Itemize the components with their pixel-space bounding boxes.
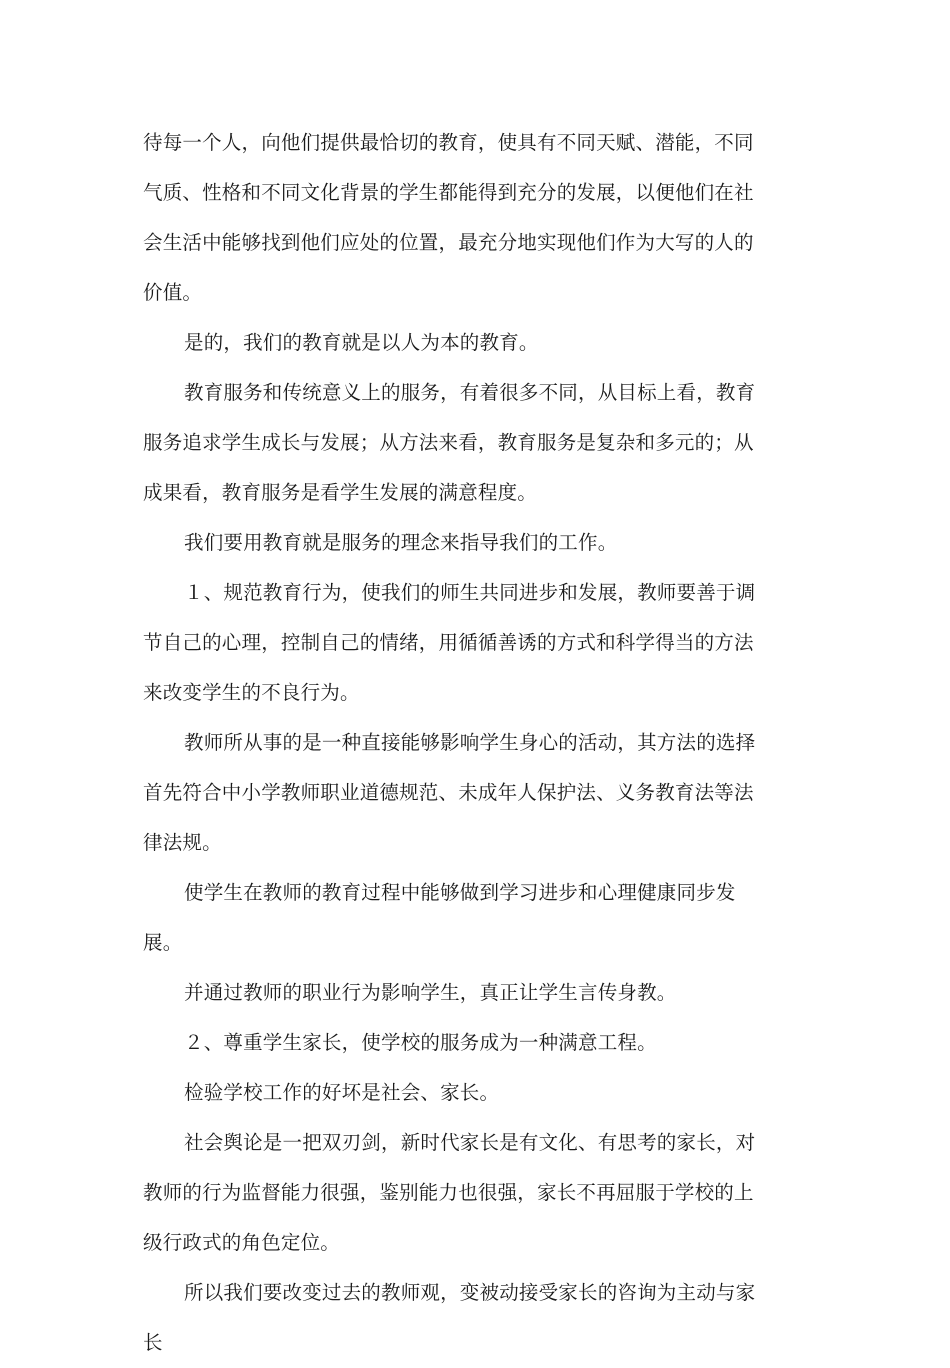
paragraph-9: ２、尊重学生家长，使学校的服务成为一种满意工程。 [184, 1031, 657, 1054]
paragraph-3: 教育服务和传统意义上的服务，有着很多不同，从目标上看，教育服务追求学生成长与发展；从方法来看，教育服务是复杂和多元的；从成果看，教育服务是看学生发展的满意程度。 [143, 381, 756, 504]
paragraph-12: 所以我们要改变过去的教师观，变被动接受家长的咨询为主动与家长 [143, 1281, 756, 1354]
document-body [143, 118, 757, 1368]
paragraph-5: １、规范教育行为，使我们的师生共同进步和发展，教师要善于调节自己的心理，控制自己的情绪，用循循善诱的方式和科学得当的方法来改变学生的不良行为。 [143, 581, 756, 704]
paragraph-2: 是的，我们的教育就是以人为本的教育。 [184, 331, 539, 354]
paragraph-1: 待每一个人，向他们提供最恰切的教育，使具有不同天赋、潜能，不同气质、性格和不同文化背景的学生都能得到充分的发展，以便他们在社会生活中能够找到他们应处的位置，最充分地实现他们作为大写的人的价值。 [143, 131, 754, 304]
paragraph-8: 并通过教师的职业行为影响学生，真正让学生言传身教。 [184, 981, 677, 1004]
paragraph-11: 社会舆论是一把双刃剑，新时代家长是有文化、有思考的家长，对教师的行为监督能力很强，鉴别能力也很强，家长不再屈服于学校的上级行政式的角色定位。 [143, 1131, 756, 1254]
paragraph-7: 使学生在教师的教育过程中能够做到学习进步和心理健康同步发展。 [143, 881, 736, 954]
paragraph-10: 检验学校工作的好坏是社会、家长。 [184, 1081, 500, 1104]
paragraph-6: 教师所从事的是一种直接能够影响学生身心的活动，其方法的选择首先符合中小学教师职业道德规范、未成年人保护法、义务教育法等法律法规。 [143, 731, 756, 854]
paragraph-4: 我们要用教育就是服务的理念来指导我们的工作。 [184, 531, 618, 554]
